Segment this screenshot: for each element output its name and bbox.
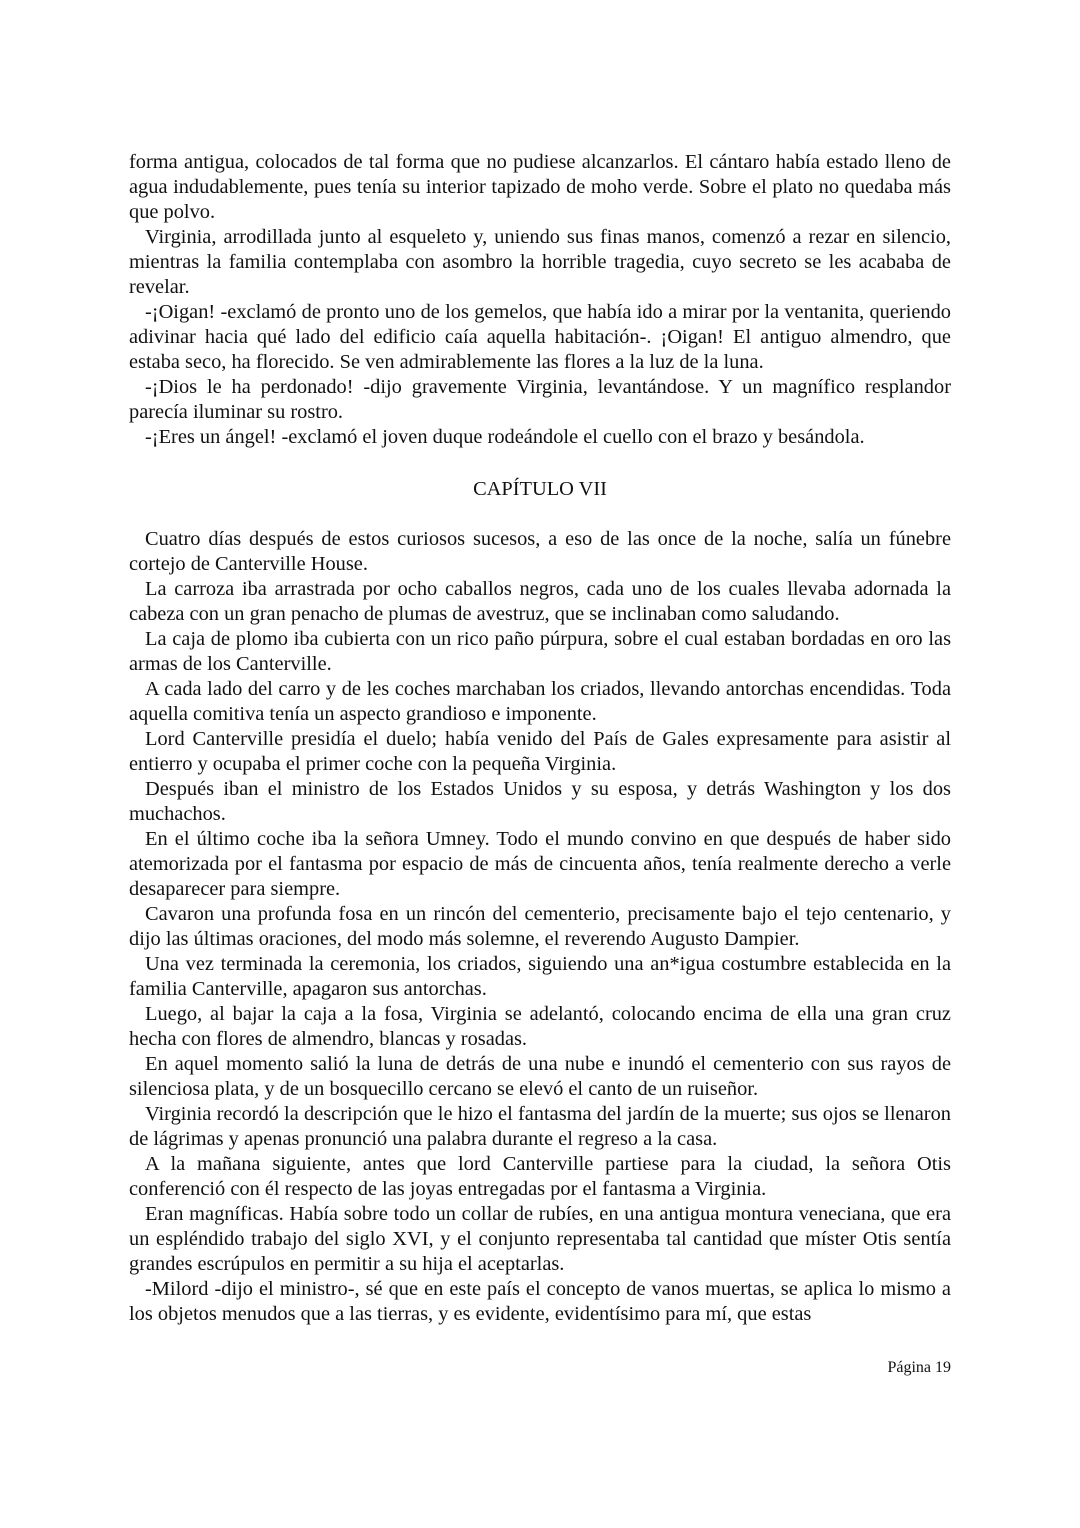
paragraph: Virginia recordó la descripción que le hizo el fantasma del jardín de la muerte; sus ojos se llenaron de lágrimas y apenas pronunció una palabra durante el regreso a la casa. — [129, 1103, 951, 1150]
page-number: Página 19 — [887, 1359, 951, 1376]
paragraph: -¡Oigan! -exclamó de pronto uno de los gemelos, que había ido a mirar por la ventanita, queriendo adivinar hacia qué lado del edificio caía aquella habitación-. ¡Oigan! El antiguo almendro, que estaba seco, ha florecido. Se ven admirablemente las flores a la luz de la luna. — [129, 301, 951, 373]
paragraph: -¡Dios le ha perdonado! -dijo gravemente Virginia, levantándose. Y un magnífico resplandor parecía iluminar su rostro. — [129, 376, 951, 423]
paragraph: Después iban el ministro de los Estados Unidos y su esposa, y detrás Washington y los dos muchachos. — [129, 778, 951, 825]
paragraph: Lord Canterville presidía el duelo; había venido del País de Gales expresamente para asistir al entierro y ocupaba el primer coche con la pequeña Virginia. — [129, 728, 951, 775]
paragraph: Cuatro días después de estos curiosos sucesos, a eso de las once de la noche, salía un fúnebre cortejo de Canterville House. — [129, 528, 951, 575]
paragraph: En el último coche iba la señora Umney. Todo el mundo convino en que después de haber sido atemorizada por el fantasma por espacio de más de cincuenta años, tenía realmente derecho a verle desaparecer para siempre. — [129, 828, 951, 900]
paragraph: La carroza iba arrastrada por ocho caballos negros, cada uno de los cuales llevaba adornada la cabeza con un gran penacho de plumas de avestruz, que se inclinaban como saludando. — [129, 578, 951, 625]
paragraph: forma antigua, colocados de tal forma que no pudiese alcanzarlos. El cántaro había estado lleno de agua indudablemente, pues tenía su interior tapizado de moho verde. Sobre el plato no quedaba más que polvo. — [129, 151, 951, 223]
paragraph: En aquel momento salió la luna de detrás de una nube e inundó el cementerio con sus rayos de silenciosa plata, y de un bosquecillo cercano se elevó el canto de un ruiseñor. — [129, 1053, 951, 1100]
paragraph: -¡Eres un ángel! -exclamó el joven duque rodeándole el cuello con el brazo y besándola. — [145, 426, 865, 448]
paragraph: Una vez terminada la ceremonia, los criados, siguiendo una an*igua costumbre establecida en la familia Canterville, apagaron sus antorchas. — [129, 953, 951, 1000]
paragraph: Eran magníficas. Había sobre todo un collar de rubíes, en una antigua montura veneciana, que era un espléndido trabajo del siglo XVI, y el conjunto representaba tal cantidad que míster Otis sentía grandes escrúpulos en permitir a su hija el aceptarlas. — [129, 1203, 951, 1275]
document-page — [129, 150, 951, 1327]
paragraph: Virginia, arrodillada junto al esqueleto y, uniendo sus finas manos, comenzó a rezar en silencio, mientras la familia contemplaba con asombro la horrible tragedia, cuyo secreto se les acababa de revelar. — [129, 226, 951, 298]
paragraph: Luego, al bajar la caja a la fosa, Virginia se adelantó, colocando encima de ella una gran cruz hecha con flores de almendro, blancas y rosadas. — [129, 1003, 951, 1050]
paragraph: A la mañana siguiente, antes que lord Canterville partiese para la ciudad, la señora Otis conferenció con él respecto de las joyas entregadas por el fantasma a Virginia. — [129, 1153, 951, 1200]
paragraph: La caja de plomo iba cubierta con un rico paño púrpura, sobre el cual estaban bordadas en oro las armas de los Canterville. — [129, 628, 951, 675]
paragraph: -Milord -dijo el ministro-, sé que en este país el concepto de vanos muertas, se aplica lo mismo a los objetos menudos que a las tierras, y es evidente, evidentísimo para mí, que estas — [129, 1278, 951, 1325]
chapter-title: CAPÍTULO VII — [473, 478, 607, 500]
paragraph: A cada lado del carro y de les coches marchaban los criados, llevando antorchas encendidas. Toda aquella comitiva tenía un aspecto grandioso e imponente. — [129, 678, 951, 725]
paragraph: Cavaron una profunda fosa en un rincón del cementerio, precisamente bajo el tejo centenario, y dijo las últimas oraciones, del modo más solemne, el reverendo Augusto Dampier. — [129, 903, 951, 950]
